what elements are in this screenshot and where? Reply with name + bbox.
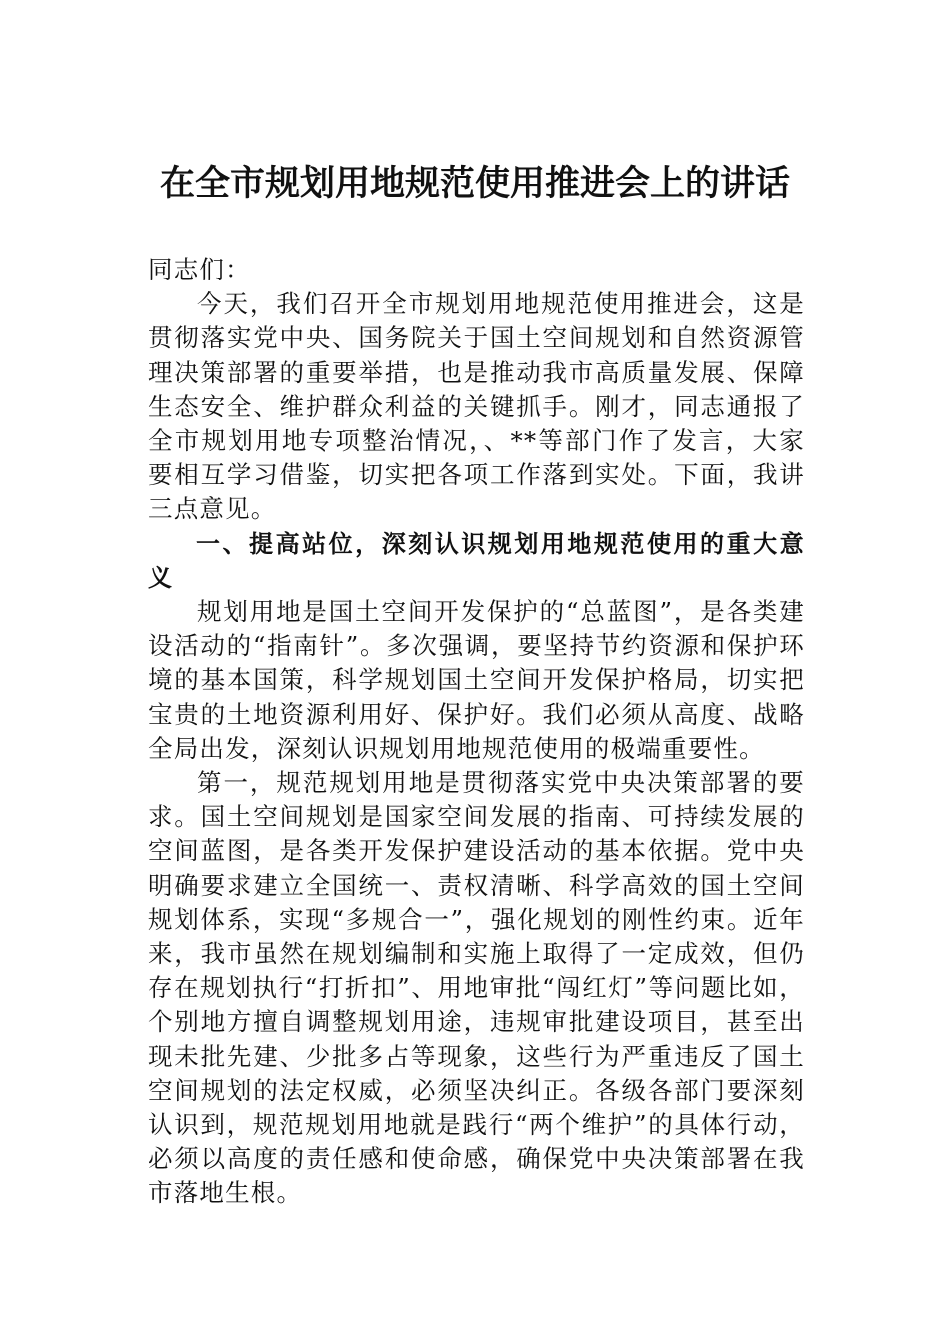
salutation: 同志们：: [148, 255, 251, 284]
section-paragraph-2: 第一，规范规划用地是贯彻落实党中央决策部署的要求。国土空间规划是国家空间发展的指南、可持续发展的空间蓝图，是各类开发保护建设活动的基本依据。党中央明确要求建立全国统一、责权清晰、科学高效的国土空间规划体系，实现“多规合一”，强化规划的刚性约束。近年来，我市虽然在规划编制和实施上取得了一定成效，但仍存在规划执行“打折扣”、用地审批“闯红灯”等问题比如，个别地方擅自调整规划用途，违规审批建设项目，甚至出现未批先建、少批多占等现象，这些行为严重违反了国土空间规划的法定权威，必须坚决纠正。各级各部门要深刻认识到，规范规划用地就是践行“两个维护”的具体行动，必须以高度的责任感和使命感，确保党中央决策部署在我市落地生根。: [148, 768, 805, 1208]
section-paragraph-1: 规划用地是国土空间开发保护的“总蓝图”，是各类建设活动的“指南针”。多次强调，要坚持节约资源和保护环境的基本国策，科学规划国土空间开发保护格局，切实把宝贵的土地资源利用好、保护好。我们必须从高度、战略全局出发，深刻认识规划用地规范使用的极端重要性。: [148, 597, 805, 763]
section-heading: 一、提高站位，深刻认识规划用地规范使用的重大意义: [148, 529, 805, 592]
document-title: 在全市规划用地规范使用推进会上的讲话: [159, 163, 790, 204]
intro-paragraph: 今天，我们召开全市规划用地规范使用推进会，这是贯彻落实党中央、国务院关于国土空间规划和自然资源管理决策部署的重要举措，也是推动我市高质量发展、保障生态安全、维护群众利益的关键抓手。刚才，同志通报了全市规划用地专项整治情况，、**等部门作了发言，大家要相互学习借鉴，切实把各项工作落到实处。下面，我讲三点意见。: [148, 289, 805, 524]
document-body: [148, 253, 805, 1211]
